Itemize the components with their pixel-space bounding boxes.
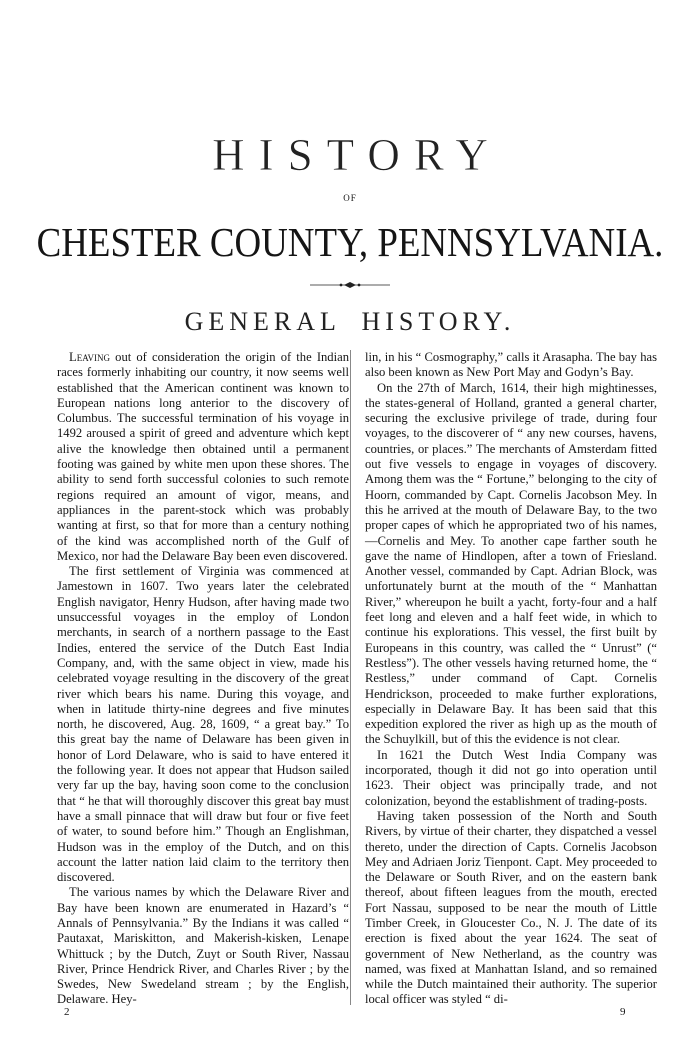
drop-word: Leaving xyxy=(69,350,111,364)
paragraph: The first settlement of Virginia was commenced at Jamestown in 1607. Two years later the celebrated English navigator, Henry Hudson, after having made two unsuccessful voyages in the employ of London merchants, in search of a northern passage to the East Indies, entered the service of the Dutch East India Company, and, with the same object in view, made his celebrated voyage resulting in the discovery of the great river which bears his name. During this voyage, and when in latitude thirty-nine degrees and five minutes north, he discovered, Aug. 28, 1609, “ a great bay.” To this great bay the name of Delaware has been given in honor of Lord Delaware, who is said to have entered it the following year. It does not appear that Hudson sailed very far up the bay, having soon come to the conclusion that “ he that will thoroughly discover this great bay must have a small pinnace that will draw but four or five feet of water, to sound before him.” Though an Englishman, Hudson was in the employ of the Dutch, and on this account the latter nation laid claim to the territory then discovered. xyxy=(57,564,349,885)
paragraph: On the 27th of March, 1614, their high mightinesses, the states-general of Holland, granted a general charter, securing the exclusive privilege of trade, during four voyages, to the discoverer of “ any new courses, havens, countries, or places.” The merchants of Amsterdam fitted out five vessels to engage in voyages of discovery. Among them was the “ Fortune,” belonging to the city of Hoorn, commanded by Capt. Cornelis Jacobson Mey. In this he arrived at the mouth of Delaware Bay, to the two proper capes of which he appropriated two of his names,—Cornelis and Mey. To another cape farther south he gave the name of Hindlopen, after a town of Friesland. Another vessel, commanded by Capt. Adrian Block, was unfortunately burnt at the mouth of the “ Manhattan River,” whereupon he built a yacht, forty-four and a half feet long and eleven and a half feet wide, in which to continue his explorations. This vessel, the first built by Europeans in this country, was called the “ Unrust” (“ Restless”). The other vessels having returned home, the “ Restless,” under command of Capt. Cornelis Hendrickson, proceeded to make further explorations, especially in Delaware Bay. It has been said that this expedition explored the river as high up as the mouth of the Schuylkill, but of this the evidence is not clear. xyxy=(365,380,657,747)
main-title: HISTORY xyxy=(212,130,502,180)
paragraph: Having taken possession of the North and South Rivers, by virtue of their charter, they dispatched a vessel thereto, under the direction of Capts. Cornelis Jacobson Mey and Adriaen Joriz Tienpont. Capt. Mey proceeded to the Delaware or South River, and on the eastern bank thereof, about fifteen leagues from the mouth, erected Fort Nassau, supposed to be near the mouth of Little Timber Creek, in Gloucester Co., N. J. The date of its erection is fixed about the year 1624. The seat of government of New Netherland, as the country was named, was fixed at Manhattan Island, and so remained while the Dutch maintained their authority. The superior local officer was styled “ di- xyxy=(365,808,657,1007)
page-number: 9 xyxy=(620,1006,626,1018)
left-column xyxy=(57,350,349,1008)
right-column xyxy=(365,350,657,1008)
paragraph xyxy=(57,350,349,564)
paragraph: lin, in his “ Cosmography,” calls it Arasapha. The bay has also been known as New Port May and Godyn’s Bay. xyxy=(365,350,657,380)
paragraph: In 1621 the Dutch West India Company was incorporated, though it did not go into operation until 1623. Their object was principally trade, and not colonization, beyond the establishment of trading-posts. xyxy=(365,747,657,808)
title-of: OF xyxy=(343,193,357,203)
column-divider xyxy=(350,350,351,1005)
ornament-divider xyxy=(310,280,390,290)
paragraph: The various names by which the Delaware River and Bay have been known are enumerated in Hazard’s “ Annals of Pennsylvania.” By the Indians it was called “ Pautaxat, Mariskitton, and Makerish-kisken, Lenape Whittuck ; by the Dutch, Zuyt or South River, Nassau River, Prince Hendrick River, and Charles River ; by the Swedes, New Swedeland stream ; by the English, Delaware. Hey- xyxy=(57,885,349,1007)
paragraph-text: out of consideration the origin of the Indian races formerly inhabiting our country, it now seems well established that the American continent was known to European nations long anterior to the discovery of Columbus. The successful termination of his voyage in 1492 aroused a spirit of greed and adventure which kept alive the knowledge then obtained until a permanent footing was gained by white men upon these shores. The ability to send forth successful colonies to such remote regions required an amount of vigor, means, and appliances in the parent-stock which was probably wanting at first, so that for more than a century nothing of the kind was accomplished north of the Gulf of Mexico, nor had the Delaware Bay been even discovered. xyxy=(57,350,349,563)
section-heading: GENERAL HISTORY. xyxy=(184,307,516,336)
signature-mark: 2 xyxy=(64,1006,70,1018)
county-title: CHESTER COUNTY, PENNSYLVANIA. xyxy=(36,219,664,265)
